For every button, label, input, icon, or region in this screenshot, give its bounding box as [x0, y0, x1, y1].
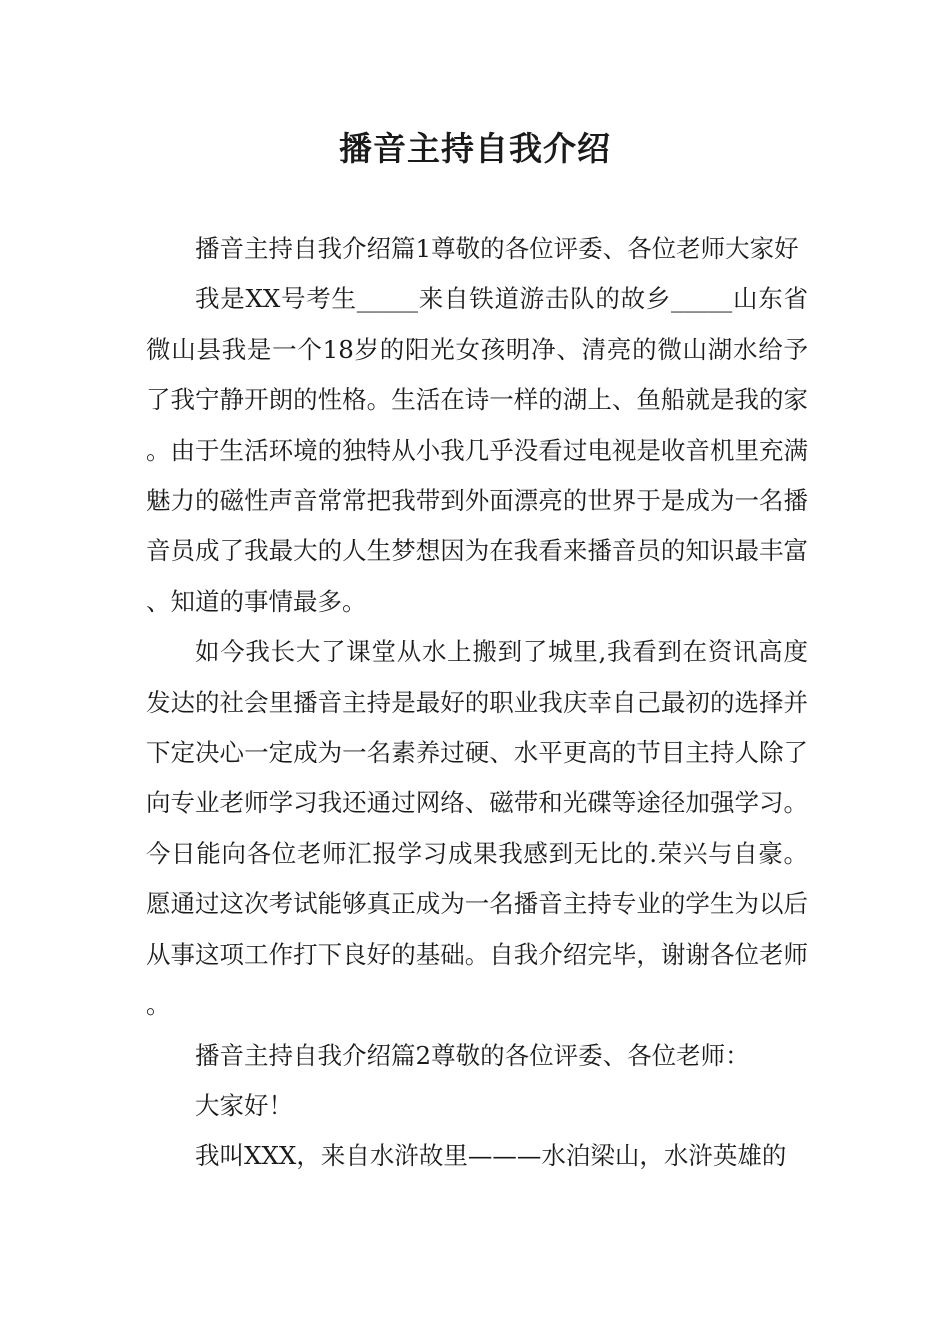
- paragraph-greeting: 大家好！: [195, 1090, 293, 1120]
- paragraph-aspiration: 如今我长大了课堂从水上搬到了城里,我看到在资讯高度发达的社会里播音主持是最好的职业我庆幸自己最初的选择并下定决心一定成为一名素养过硬、水平更高的节目主持人除了向专业老师学习我还通过网络、磁带和光碟等途径加强学习。今日能向各位老师汇报学习成果我感到无比的.荣兴与自豪。愿通过这次考试能够真正成为一名播音主持专业的学生为以后从事这项工作打下良好的基础。自我介绍完毕，谢谢各位老师。: [146, 637, 808, 1020]
- paragraph-self-name: 我叫XXX，来自水浒故里———水泊梁山，水浒英雄的: [195, 1141, 787, 1171]
- paragraph-intro-2: 播音主持自我介绍篇2尊敬的各位评委、各位老师：: [195, 1040, 750, 1070]
- paragraph-intro-1: 播音主持自我介绍篇1尊敬的各位评委、各位老师大家好: [195, 234, 799, 263]
- document-title: 播音主持自我介绍: [339, 129, 611, 168]
- paragraph-background: 我是XX号考生_____来自铁道游击队的故乡_____山东省微山县我是一个18岁的阳光女孩明净、清亮的微山湖水给予了我宁静开朗的性格。生活在诗一样的湖上、鱼船就是我的家。由于生活环境的独特从小我几乎没看过电视是收音机里充满魅力的磁性声音常常把我带到外面漂亮的世界于是成为一名播音员成了我最大的人生梦想因为在我看来播音员的知识最丰富、知道的事情最多。: [146, 284, 808, 616]
- document-body: [146, 224, 808, 1182]
